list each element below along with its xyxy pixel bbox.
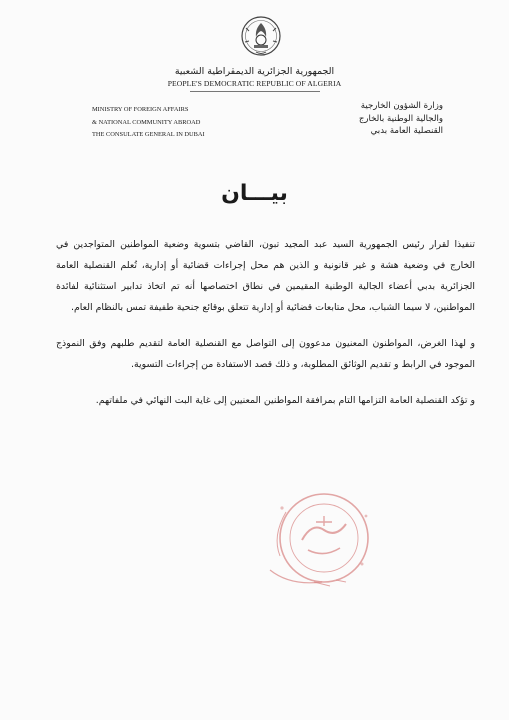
ministry-line: THE CONSULATE GENERAL IN DUBAI (92, 131, 205, 138)
ministry-line: والجالية الوطنية بالخارج (358, 113, 443, 124)
consulate-seal-stamp (262, 486, 382, 592)
country-name-arabic: الجمهورية الجزائرية الديمقراطية الشعبية (174, 66, 335, 77)
document-title: بيـــان (221, 181, 288, 206)
body-paragraph: و تؤكد القنصلية العامة التزامها التام بمرافقة المواطنين المعنيين إلى غاية البت النهائي في ملفاتهم. (95, 395, 475, 406)
header-divider (190, 91, 320, 92)
algeria-emblem-icon (240, 14, 282, 58)
ministry-line: MINISTRY OF FOREIGN AFFAIRS (92, 106, 189, 113)
ministry-line: & NATIONAL COMMUNITY ABROAD (92, 118, 201, 126)
country-name-english: PEOPLE'S DEMOCRATIC REPUBLIC OF ALGERIA (167, 79, 342, 88)
document-body (56, 234, 475, 411)
ministry-block-english (92, 104, 205, 142)
ministry-line: القنصلية العامة بدبي (370, 126, 443, 137)
body-paragraph: تنفيذا لقرار رئيس الجمهورية السيد عبد المجيد تبون، القاضي بتسوية وضعية المواطنين المتواجدين في الخارج في وضعية هشة و غير قانونية و الذين هم محل إجراءات قضائية أو إدارية، تُعلم القنصلية العامة الجزائرية بدبي أعضاء الجالية الوطنية المقيمين في نطاق اختصاصها أنه تم اتخاذ تدابير استثنائية لفائدة المواطنين، لا سيما الشباب، محل متابعات قضائية أو إدارية تتعلق بوقائع جنحية طفيفة تمس بالنظام العام. (56, 239, 475, 313)
ministry-block-arabic (359, 100, 443, 138)
body-paragraph: و لهذا الغرض، المواطنون المعنيون مدعوون إلى التواصل مع القنصلية العامة لتقديم طلبهم وفق النموذج الموجود في الرابط و تقديم الوثائق المطلوبة، و ذلك قصد الاستفادة من إجراءات التسوية. (56, 338, 475, 370)
ministry-line: وزارة الشؤون الخارجية (360, 101, 443, 111)
